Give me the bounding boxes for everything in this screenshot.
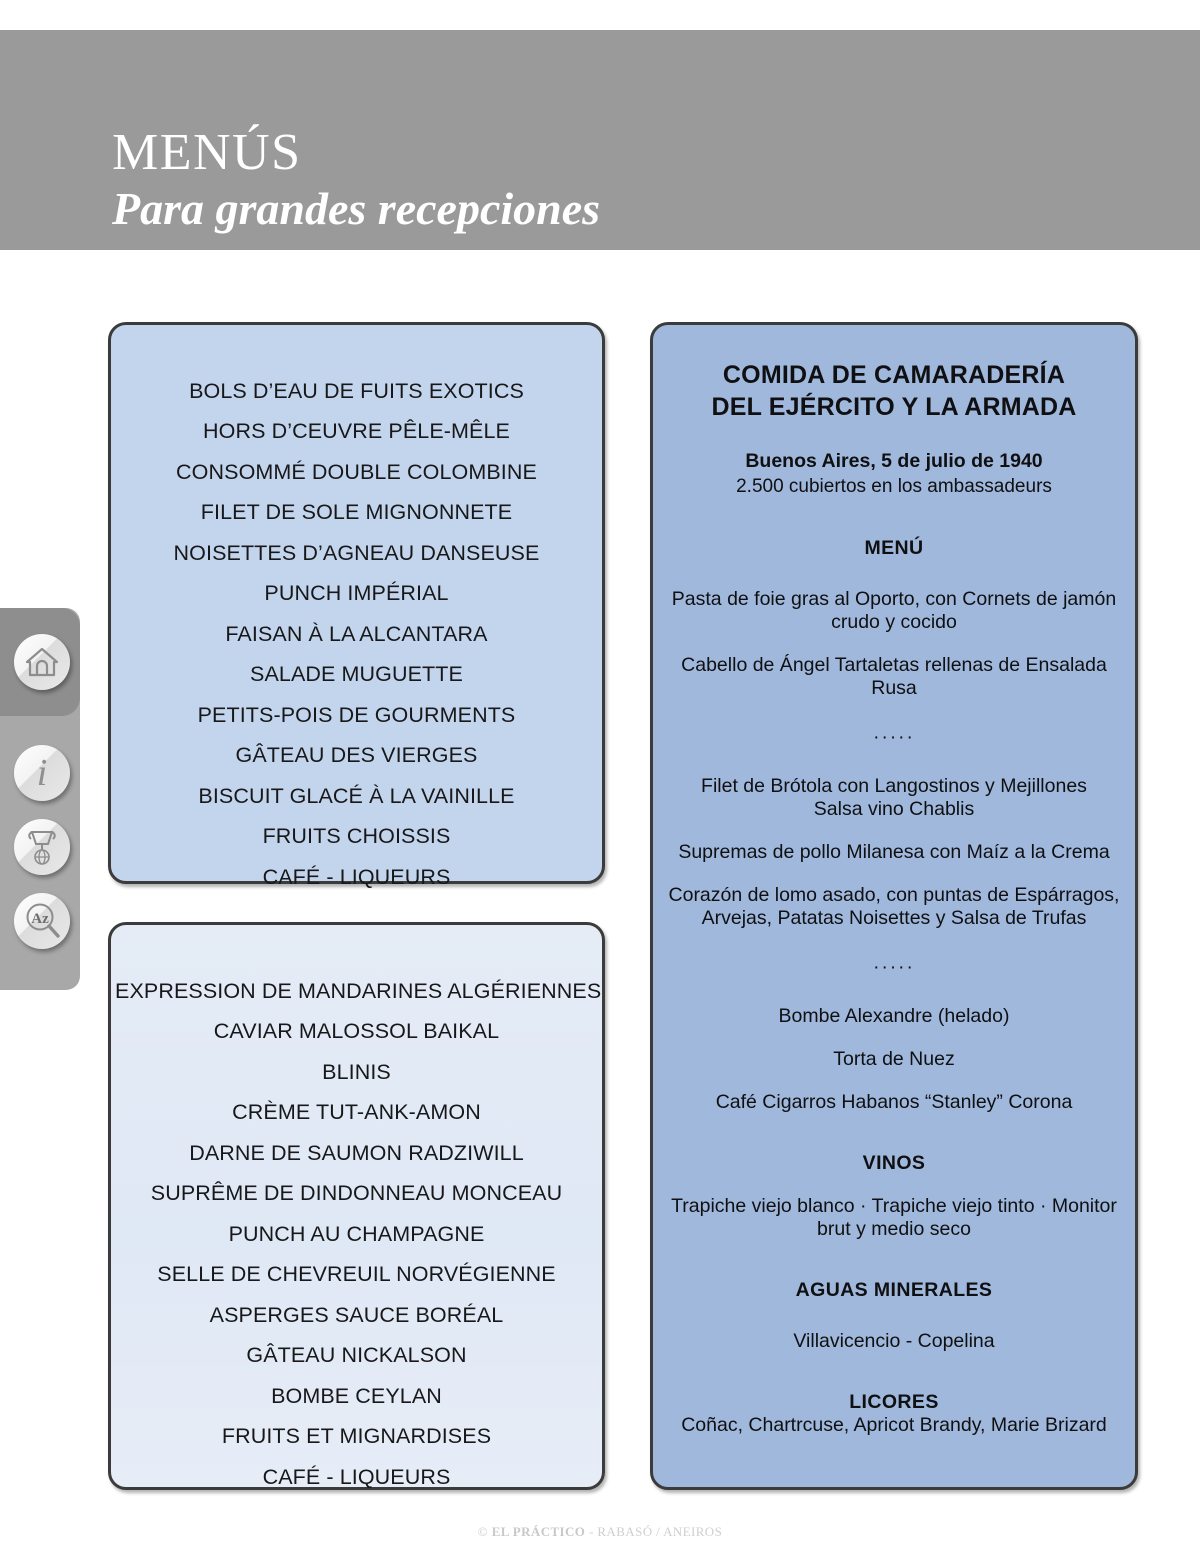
section-heading-waters: AGUAS MINERALES xyxy=(795,1279,993,1302)
dish-item: Supremas de pollo Milanesa con Maíz a la Crema xyxy=(678,841,1110,864)
list-item: CAFÉ - LIQUEURS xyxy=(262,1464,451,1489)
list-item: DARNE DE SAUMON RADZIWILL xyxy=(189,1140,524,1165)
sidebar-item-glossary[interactable] xyxy=(14,893,70,949)
dish-line: crudo y cocido xyxy=(831,611,957,634)
spacer xyxy=(667,864,1121,884)
dish-item: Torta de Nuez xyxy=(833,1048,955,1071)
dish-item xyxy=(667,884,1121,930)
banquet-title-line-2: DEL EJÉRCITO Y LA ARMADA xyxy=(711,393,1077,421)
list-item: ASPERGES SAUCE BORÉAL xyxy=(209,1302,504,1327)
list-item: BISCUIT GLACÉ À LA VAINILLE xyxy=(198,783,515,808)
waters-text: Villavicencio - Copelina xyxy=(793,1330,995,1353)
dish-line: Filet de Brótola con Langostinos y Mejillones xyxy=(701,775,1087,798)
list-item: BOLS D’EAU DE FUITS EXOTICS xyxy=(189,378,524,403)
section-heading-liqueurs: LICORES xyxy=(849,1391,939,1414)
banquet-menu-card xyxy=(650,322,1138,1490)
list-item: PUNCH AU CHAMPAGNE xyxy=(228,1221,485,1246)
list-item: HORS D’CEUVRE PÊLE-MÊLE xyxy=(203,419,510,443)
list-item: GÂTEAU NICKALSON xyxy=(246,1343,467,1367)
page-title: MENÚS xyxy=(112,124,302,181)
banquet-covers: 2.500 cubiertos en los ambassadeurs xyxy=(736,476,1052,498)
spacer xyxy=(667,1071,1121,1091)
menu-list-1 xyxy=(111,325,602,898)
list-item: FRUITS CHOISSIS xyxy=(262,824,451,848)
list-item: PUNCH IMPÉRIAL xyxy=(264,581,449,605)
list-item: SUPRÊME DE DINDONNEAU MONCEAU xyxy=(150,1181,563,1205)
dish-line: Salsa vino Chablis xyxy=(813,798,975,821)
az-search-icon xyxy=(22,901,62,941)
list-item: EXPRESSION DE MANDARINES ALGÉRIENNES xyxy=(115,978,602,1003)
spacer xyxy=(667,1175,1121,1195)
spacer xyxy=(667,560,1121,588)
banquet-title-line-1: COMIDA DE CAMARADERÍA xyxy=(722,361,1066,389)
liqueurs-text: Coñac, Chartrcuse, Apricot Brandy, Marie Brizard xyxy=(681,1414,1107,1437)
dish-item: Bombe Alexandre (helado) xyxy=(778,1005,1010,1028)
list-item: GÂTEAU DES VIERGES xyxy=(235,743,478,767)
menu-list-2 xyxy=(111,925,602,1498)
list-item: SELLE DE CHEVREUIL NORVÉGIENNE xyxy=(157,1262,556,1286)
list-item: BOMBE CEYLAN xyxy=(271,1383,442,1408)
list-item: FILET DE SOLE MIGNONNETE xyxy=(200,500,513,524)
spacer xyxy=(667,499,1121,537)
menu-card-french-2 xyxy=(108,922,605,1490)
section-heading-wines: VINOS xyxy=(862,1152,926,1175)
banquet-content xyxy=(653,325,1135,1437)
list-item: FAISAN À LA ALCANTARA xyxy=(225,621,488,646)
wines-line: brut y medio seco xyxy=(817,1218,971,1241)
info-icon: i xyxy=(36,752,48,794)
wines-line: Trapiche viejo blanco · Trapiche viejo tinto · Monitor xyxy=(671,1195,1117,1218)
banquet-title xyxy=(667,359,1121,423)
footer-brand: EL PRÁCTICO xyxy=(491,1524,586,1539)
list-item: NOISETTES D’AGNEAU DANSEUSE xyxy=(173,540,540,565)
list-item: CRÈME TUT-ANK-AMON xyxy=(232,1100,481,1124)
list-item: PETITS-POIS DE GOURMENTS xyxy=(197,702,516,727)
wines-text xyxy=(667,1195,1121,1241)
list-item: CONSOMMÉ DOUBLE COLOMBINE xyxy=(176,459,537,484)
home-icon xyxy=(25,646,59,678)
section-separator: ····· xyxy=(873,727,915,749)
spacer xyxy=(667,634,1121,654)
footer-credits: - RABASÓ / ANEIROS xyxy=(585,1524,723,1539)
section-heading-menu: MENÚ xyxy=(864,537,924,560)
spacer xyxy=(667,1114,1121,1152)
banquet-place-date: Buenos Aires, 5 de julio de 1940 xyxy=(745,450,1043,472)
page-subtitle: Para grandes recepciones xyxy=(112,182,601,234)
spacer xyxy=(667,1241,1121,1279)
menu-card-french-1 xyxy=(108,322,605,889)
dish-item: Café Cigarros Habanos “Stanley” Corona xyxy=(715,1091,1073,1114)
sidebar-item-cuisine[interactable] xyxy=(14,819,70,875)
spacer xyxy=(667,1028,1121,1048)
spacer xyxy=(667,747,1121,775)
dish-line: Arvejas, Patatas Noisettes y Salsa de Trufas xyxy=(701,907,1087,930)
sidebar-nav xyxy=(0,608,80,990)
list-item: CAVIAR MALOSSOL BAIKAL xyxy=(213,1019,500,1043)
list-item: CAFÉ - LIQUEURS xyxy=(262,864,451,889)
list-item: BLINIS xyxy=(322,1059,391,1084)
spacer xyxy=(667,1353,1121,1391)
list-item: SALADE MUGUETTE xyxy=(250,662,463,686)
section-separator: ····· xyxy=(873,957,915,979)
chef-globe-icon xyxy=(24,828,60,866)
spacer xyxy=(667,977,1121,1005)
spacer xyxy=(667,700,1121,728)
list-item: FRUITS ET MIGNARDISES xyxy=(221,1424,492,1448)
spacer xyxy=(667,1302,1121,1330)
copyright-icon: © xyxy=(477,1524,489,1539)
dish-item: Cabello de Ángel Tartaletas rellenas de Ensalada Rusa xyxy=(681,654,1107,700)
page-header-band xyxy=(0,30,1200,250)
spacer xyxy=(667,930,1121,958)
sidebar-item-info[interactable] xyxy=(14,745,70,801)
spacer xyxy=(667,821,1121,841)
dish-item xyxy=(667,588,1121,634)
page-footer xyxy=(0,1524,1200,1540)
sidebar-item-home[interactable] xyxy=(14,634,70,690)
svg-text:Az: Az xyxy=(31,911,49,927)
dish-item xyxy=(667,775,1121,821)
dish-line: Corazón de lomo asado, con puntas de Espárragos, xyxy=(668,884,1120,907)
dish-line: Pasta de foie gras al Oporto, con Cornets de jamón xyxy=(671,588,1117,611)
page-title-group xyxy=(112,126,600,234)
